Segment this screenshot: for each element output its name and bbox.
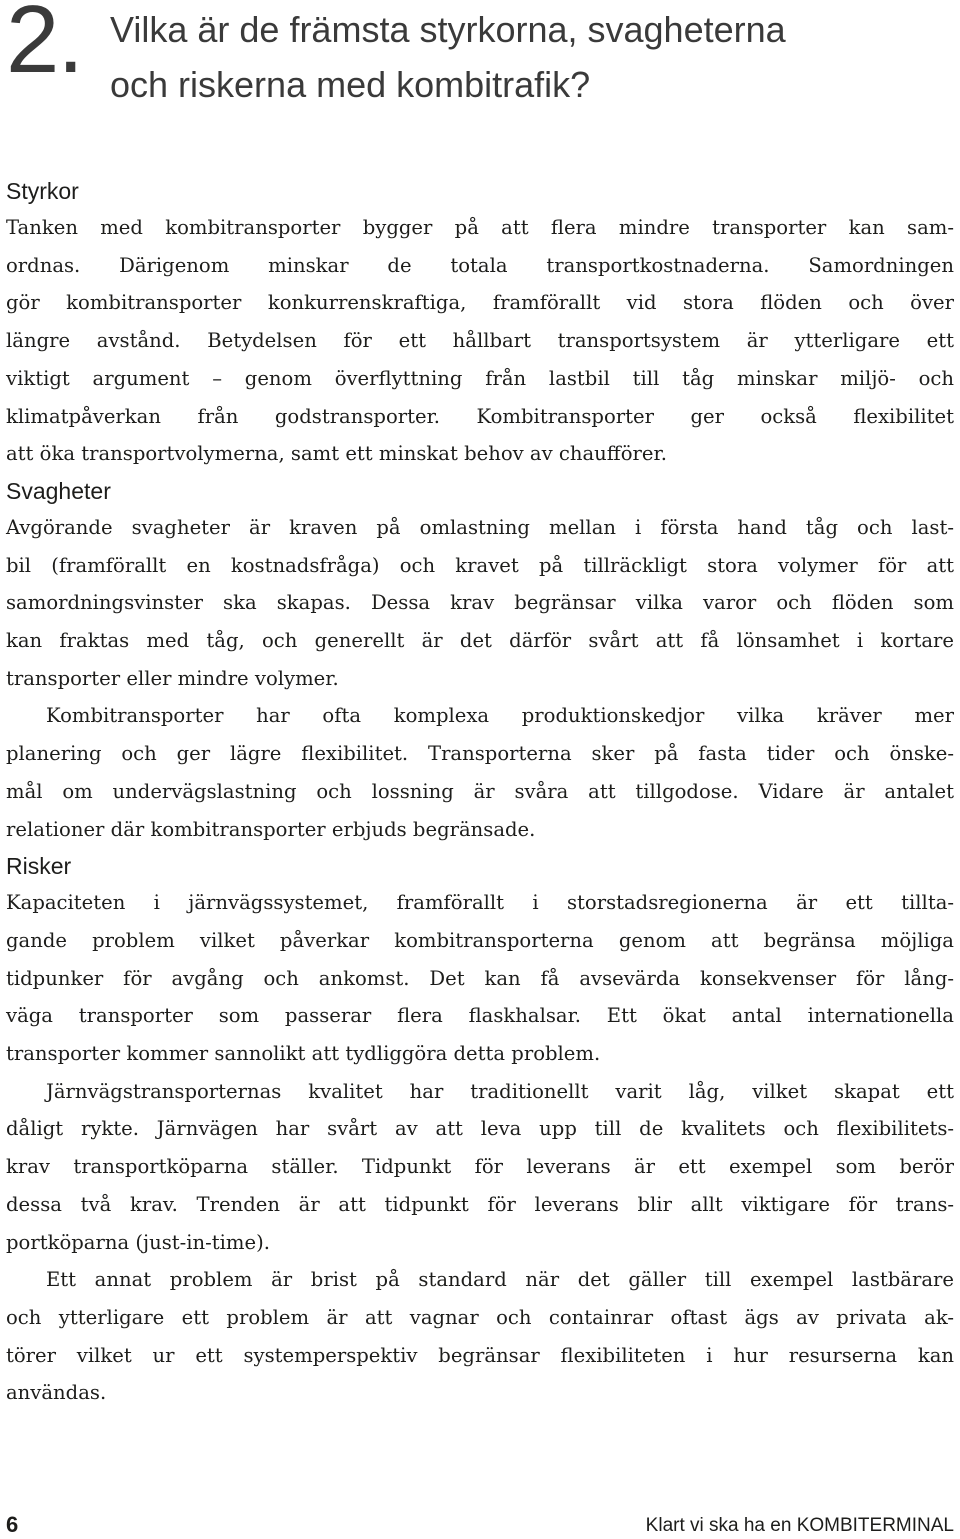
text-line: gör kombitransporter konkurrenskraftiga, framförallt vid stora flöden och över	[6, 291, 954, 315]
text-line: Avgörande svagheter är kraven på omlastning mellan i första hand tåg och last-	[6, 515, 954, 539]
text-line: tidpunker för avgång och ankomst. Det kan få avsevärda konsekvenser för lång-	[6, 966, 954, 990]
paragraph	[6, 209, 954, 473]
text-line: och ytterligare ett problem är att vagnar och containrar oftast ägs av privata ak-	[6, 1305, 954, 1329]
paragraph	[6, 509, 954, 698]
text-line: portköparna (just-in-time).	[6, 1230, 270, 1254]
paragraph	[6, 1261, 954, 1412]
text-line: ordnas. Därigenom minskar de totala transportkostnaderna. Samordningen	[6, 253, 954, 277]
text-line: användas.	[6, 1381, 107, 1405]
text-line: dessa två krav. Trenden är att tidpunkt för leverans blir allt viktigare för trans-	[6, 1192, 954, 1216]
text-line: Järnvägstransporternas kvalitet har traditionellt varit låg, vilket skapat ett	[46, 1079, 954, 1103]
text-line: bil (framförallt en kostnadsfråga) och kravet på tillräckligt stora volymer för att	[6, 553, 954, 577]
paragraph	[6, 1073, 954, 1262]
text-line: Tanken med kombitransporter bygger på att flera mindre transporter kan sam-	[6, 216, 954, 239]
text-line: Ett annat problem är brist på standard när det gäller till exempel lastbärare	[46, 1268, 954, 1292]
text-line: krav transportköparna ställer. Tidpunkt för leverans är ett exempel som berör	[6, 1155, 954, 1179]
text-line: väga transporter som passerar flera flaskhalsar. Ett ökat antal internationella	[6, 1004, 954, 1028]
text-line: relationer där kombitransporter erbjuds begränsade.	[6, 817, 536, 841]
running-title: Klart vi ska ha en KOMBITERMINAL	[645, 1515, 954, 1536]
chapter-number: 2.	[6, 0, 83, 93]
section-heading-risker: Risker	[6, 853, 72, 880]
text-line: planering och ger lägre flexibilitet. Transporterna sker på fasta tider och önske-	[6, 742, 954, 766]
text-line: mål om undervägslastning och lossning är svåra att tillgodose. Vidare är antalet	[6, 779, 954, 803]
text-line: transporter kommer sannolikt att tydliggöra detta problem.	[6, 1042, 601, 1066]
chapter-title	[110, 2, 950, 112]
chapter-title-line: och riskerna med kombitrafik?	[110, 64, 591, 105]
page-footer	[6, 1510, 954, 1539]
chapter-header	[6, 0, 956, 110]
chapter-title-line: Vilka är de främsta styrkorna, svagheterna	[110, 9, 786, 50]
paragraph	[6, 697, 954, 848]
text-line: Kapaciteten i järnvägssystemet, framförallt i storstadsregionerna är ett tillta-	[6, 891, 954, 915]
paragraph	[6, 884, 954, 1073]
body-text	[6, 173, 954, 1412]
text-line: transporter eller mindre volymer.	[6, 666, 339, 690]
text-line: längre avstånd. Betydelsen för ett hållbart transportsystem är ytterligare ett	[6, 329, 954, 353]
text-line: viktigt argument – genom överflyttning från lastbil till tåg minskar miljö- och	[6, 366, 954, 390]
text-line: gande problem vilket påverkar kombitransporterna genom att begränsa möjliga	[6, 928, 954, 952]
text-line: Kombitransporter har ofta komplexa produktionskedjor vilka kräver mer	[46, 704, 954, 728]
page-number: 6	[6, 1512, 19, 1537]
section-heading-styrkor: Styrkor	[6, 178, 79, 204]
text-line: samordningsvinster ska skapas. Dessa krav begränsar vilka varor och flöden som	[6, 591, 954, 615]
text-line: törer vilket ur ett systemperspektiv begränsar flexibiliteten i hur resurserna kan	[6, 1343, 954, 1367]
text-line: dåligt rykte. Järnvägen har svårt av att leva upp till de kvalitets och flexibilitets-	[6, 1117, 954, 1141]
section-heading-svagheter: Svagheter	[6, 477, 111, 504]
text-line: att öka transportvolymerna, samt ett minskat behov av chaufförer.	[6, 442, 667, 466]
text-line: kan fraktas med tåg, och generellt är det därför svårt att få lönsamhet i kortare	[6, 629, 954, 653]
text-line: klimatpåverkan från godstransporter. Kombitransporter ger också flexibilitet	[6, 404, 954, 428]
